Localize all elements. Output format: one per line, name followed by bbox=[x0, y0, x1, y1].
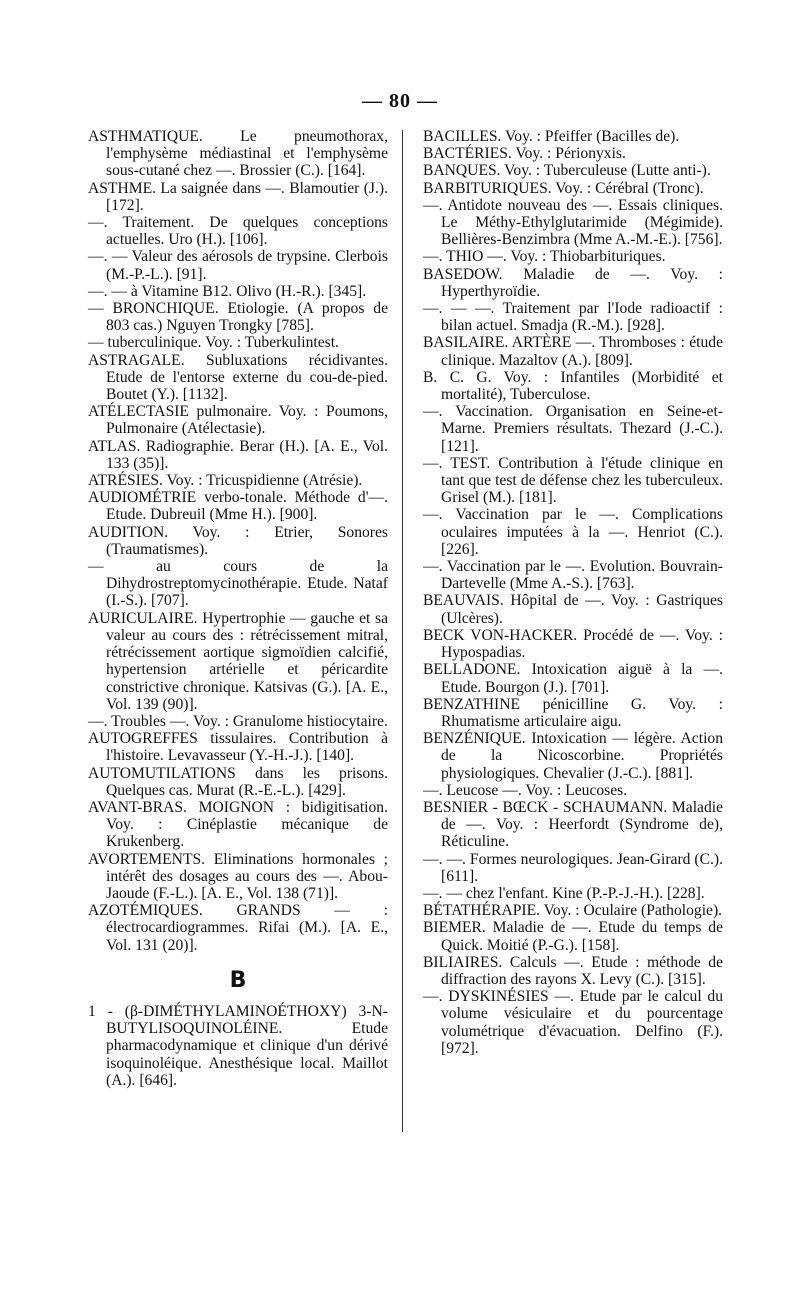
page-number: — 80 — bbox=[362, 90, 438, 112]
index-entry: BANQUES. Voy. : Tuberculeuse (Lutte anti-). bbox=[423, 162, 711, 180]
index-entry: B. C. G. Voy. : Infantiles (Morbidité et mortalité), Tuberculose. bbox=[423, 368, 723, 404]
index-entry: AUDITION. Voy. : Etrier, Sonores (Traumatismes). bbox=[88, 523, 388, 558]
right-column bbox=[423, 128, 723, 1057]
column-divider bbox=[402, 130, 403, 1132]
index-entry: ASTHMATIQUE. Le pneumothorax, l'emphysème médiastinal et l'emphysème sous-cutané chez —. Brossier (C.). [164]. bbox=[88, 128, 388, 180]
index-entry: ASTHME. La saignée dans —. Blamoutier (J.). [172]. bbox=[88, 179, 388, 214]
index-entry: BESNIER - BŒCK - SCHAUMANN. Maladie de —. Voy. : Heerfordt (Syndrome de), Réticuline. bbox=[423, 798, 723, 851]
index-entry: —. Vaccination. Organisation en Seine-et-Marne. Premiers résultats. Thezard (J.-C.). [121]. bbox=[423, 403, 723, 455]
index-entry: BENZÉNIQUE. Intoxication — légère. Action de la Nicoscorbine. Propriétés physiologiques. Chevalier (J.-C.). [881]. bbox=[423, 730, 723, 782]
index-entry: ASTRAGALE. Subluxations récidivantes. Etude de l'entorse externe du cou-de-pied. Boutet (Y.). [1132]. bbox=[88, 351, 388, 404]
index-entry: AZOTÉMIQUES. GRANDS — : électrocardiogrammes. Rifai (M.). [A. E., Vol. 131 (20)]. bbox=[88, 902, 388, 954]
index-entry: AVORTEMENTS. Eliminations hormonales ; intérêt des dosages au cours des —. Abou-Jaoude (F.-L.). [A. E., Vol. 138 (71)]. bbox=[88, 850, 388, 902]
index-entry: —. Antidote nouveau des —. Essais cliniques. Le Méthy-Ethylglutarimide (Mégimide). Bellières-Benzimbra (Mme A.-M.-E.). [756]. bbox=[423, 196, 723, 249]
index-entry: ATÉLECTASIE pulmonaire. Voy. : Poumons, Pulmonaire (Atélectasie). bbox=[88, 403, 388, 438]
index-entry: — au cours de la Dihydrostreptomycinothérapie. Etude. Nataf (I.-S.). [707]. bbox=[88, 558, 388, 610]
index-entry: 1 - (β-DIMÉTHYLAMINOÉTHOXY) 3-N-BUTYLISOQUINOLÉINE. Etude pharmacodynamique et clinique d'un dérivé isoquinoléique. Anesthésique local. Maillot (A.). [646]. bbox=[88, 1002, 388, 1089]
left-column bbox=[88, 128, 388, 1089]
index-entry: —. TEST. Contribution à l'étude clinique en tant que test de défense chez les tuberculeux. Grisel (M.). [181]. bbox=[423, 454, 723, 507]
index-entry: BENZATHINE pénicilline G. Voy. : Rhumatisme articulaire aigu. bbox=[423, 695, 723, 730]
index-entry: —. THIO —. Voy. : Thiobarbituriques. bbox=[423, 248, 666, 266]
index-entry: AUDIOMÉTRIE verbo-tonale. Méthode d'—. Etude. Dubreuil (Mme H.). [900]. bbox=[88, 489, 388, 524]
index-entry: —. — chez l'enfant. Kine (P.-P.-J.-H.). [228]. bbox=[423, 884, 705, 902]
index-entry: —. — Valeur des aérosols de trypsine. Clerbois (M.-P.-L.). [91]. bbox=[88, 248, 388, 283]
index-entry: BELLADONE. Intoxication aiguë à la —. Etude. Bourgon (J.). [701]. bbox=[423, 661, 723, 696]
index-entry: —. — —. Traitement par l'Iode radioactif : bilan actuel. Smadja (R.-M.). [928]. bbox=[423, 300, 723, 335]
index-entry: BECK VON-HACKER. Procédé de —. Voy. : Hypospadias. bbox=[423, 626, 723, 662]
index-entry: BILIAIRES. Calculs —. Etude : méthode de diffraction des rayons X. Levy (C.). [315]. bbox=[423, 953, 723, 988]
index-entry: —. Vaccination par le —. Evolution. Bouvrain-Dartevelle (Mme A.-S.). [763]. bbox=[423, 558, 723, 593]
index-entry: —. Vaccination par le —. Complications oculaires imputées à la —. Henriot (C.). [226]. bbox=[423, 506, 723, 558]
index-entry: —. — à Vitamine B12. Olivo (H.-R.). [345]. bbox=[88, 282, 367, 300]
index-entry: BASILAIRE. ARTÈRE —. Thromboses : étude clinique. Mazaltov (A.). [809]. bbox=[423, 334, 723, 369]
index-entry: BÉTATHÉRAPIE. Voy. : Oculaire (Pathologie). bbox=[423, 902, 723, 920]
index-entry: — BRONCHIQUE. Etiologie. (A propos de 803 cas.) Nguyen Trongky [785]. bbox=[88, 300, 388, 335]
index-entry: —. Traitement. De quelques conceptions actuelles. Uro (H.). [106]. bbox=[88, 214, 388, 249]
index-entry: — tuberculinique. Voy. : Tuberkulintest. bbox=[88, 334, 339, 352]
index-entry: —. Leucose —. Voy. : Leucoses. bbox=[423, 781, 628, 799]
index-entry: AUTOGREFFES tissulaires. Contribution à l'histoire. Levavasseur (Y.-H.-J.). [140]. bbox=[88, 730, 388, 765]
index-entry: BASEDOW. Maladie de —. Voy. : Hyperthyroïdie. bbox=[423, 265, 723, 300]
index-entry: AURICULAIRE. Hypertrophie — gauche et sa valeur au cours des : rétrécissement mitral, rétrécissement aortique sigmoïdien calcifié, hypertension artérielle et péricardite constrictive chronique. Katsivas (G.). [A. E., Vol. 139 (90)]. bbox=[88, 609, 388, 713]
section-letter: B bbox=[229, 967, 247, 993]
index-entry: BIEMER. Maladie de —. Etude du temps de Quick. Moitié (P.-G.). [158]. bbox=[423, 919, 723, 954]
index-entry: ATLAS. Radiographie. Berar (H.). [A. E., Vol. 133 (35)]. bbox=[88, 437, 388, 472]
index-entry: BACILLES. Voy. : Pfeiffer (Bacilles de). bbox=[423, 128, 680, 145]
index-entry: BARBITURIQUES. Voy. : Cérébral (Tronc). bbox=[423, 179, 704, 197]
index-entry: ATRÉSIES. Voy. : Tricuspidienne (Atrésie). bbox=[88, 472, 363, 490]
index-entry: AVANT-BRAS. MOIGNON : bidigitisation. Voy. : Cinéplastie mécanique de Krukenberg. bbox=[88, 798, 388, 851]
index-entry: —. Troubles —. Voy. : Granulome histiocytaire. bbox=[88, 712, 388, 730]
index-entry: AUTOMUTILATIONS dans les prisons. Quelques cas. Murat (R.-E.-L.). [429]. bbox=[88, 764, 388, 799]
index-entry: BACTÉRIES. Voy. : Périonyxis. bbox=[423, 145, 626, 163]
index-entry: —. DYSKINÉSIES —. Etude par le calcul du volume vésiculaire et du pourcentage volumétrique d'évacuation. Delfino (F.). [972]. bbox=[423, 988, 723, 1057]
index-entry: BEAUVAIS. Hôpital de —. Voy. : Gastriques (Ulcères). bbox=[423, 592, 723, 627]
index-entry: —. —. Formes neurologiques. Jean-Girard (C.). [611]. bbox=[423, 850, 723, 885]
